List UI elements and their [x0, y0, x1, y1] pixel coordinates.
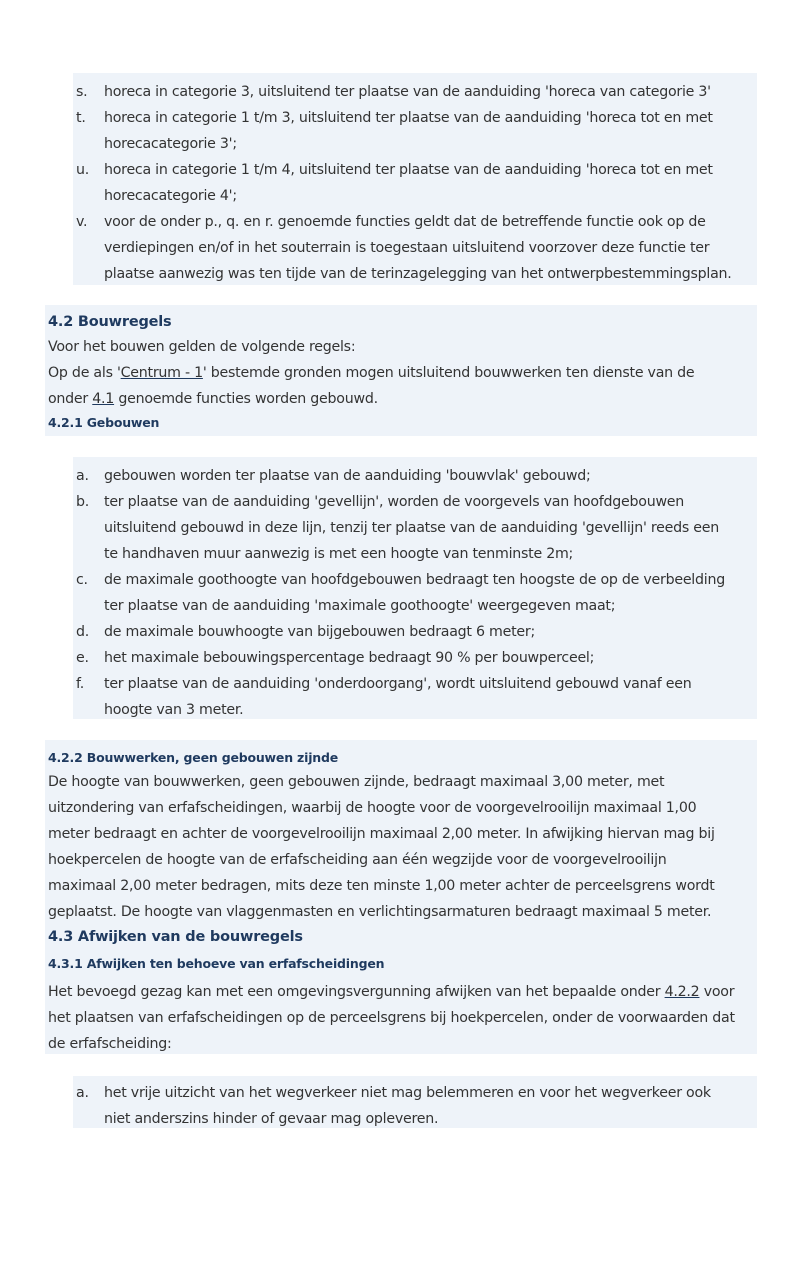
list-item-text: hoogte van 3 meter. [104, 702, 244, 718]
list-item-text: ter plaatse van de aanduiding 'maximale goothoogte' weergegeven maat; [104, 598, 616, 614]
paragraph-line [48, 979, 757, 1005]
list-item-text: het maximale bebouwingspercentage bedraagt 90 % per bouwperceel; [104, 650, 595, 666]
list-item-f [73, 671, 757, 723]
list-item-text: het vrije uitzicht van het wegverkeer niet mag belemmeren en voor het wegverkeer ook [104, 1085, 711, 1101]
list-item-text: verdiepingen en/of in het souterrain is toegestaan uitsluitend voorzover deze functie ter [104, 240, 710, 256]
list-item-text: te handhaven muur aanwezig is met een hoogte van tenminste 2m; [104, 546, 574, 562]
link-centrum-1[interactable]: Centrum - 1 [120, 365, 203, 381]
list-marker: b. [76, 494, 90, 510]
list-item-text: voor de onder p., q. en r. genoemde functies geldt dat de betreffende functie ook op de [104, 214, 706, 230]
list-item-text: ter plaatse van de aanduiding 'gevellijn', worden de voorgevels van hoofdgebouwen [104, 494, 685, 510]
list-item-u [73, 157, 757, 209]
text: Op de als ' [48, 365, 121, 381]
list-s-v [73, 73, 757, 285]
text: genoemde functies worden gebouwd. [114, 391, 378, 407]
paragraph-line: het plaatsen van erfafscheidingen op de perceelsgrens bij hoekpercelen, onder de voorwaarden dat [48, 1010, 735, 1026]
section-heading: 4.2 Bouwregels [48, 314, 172, 330]
list-item-text: horeca in categorie 3, uitsluitend ter plaatse van de aanduiding 'horeca van categorie 3' [104, 84, 711, 100]
paragraph-line: de erfafscheiding: [48, 1036, 172, 1052]
link-4-1[interactable]: 4.1 [92, 391, 115, 407]
list-a-f [73, 457, 757, 719]
list-item-text: ter plaatse van de aanduiding 'onderdoorgang', wordt uitsluitend gebouwd vanaf een [104, 676, 692, 692]
list-marker: u. [76, 162, 90, 178]
list-marker: a. [76, 468, 89, 484]
list-marker: v. [76, 214, 88, 230]
paragraph-line: meter bedraagt en achter de voorgevelrooilijn maximaal 2,00 meter. In afwijking hiervan mag bij [48, 826, 715, 842]
list-item-s [73, 79, 757, 105]
section-heading: 4.3 Afwijken van de bouwregels [48, 929, 303, 945]
paragraph-line: hoekpercelen de hoogte van de erfafscheiding aan één wegzijde voor de voorgevelrooilijn [48, 852, 667, 868]
list-item-text: niet anderszins hinder of gevaar mag opleveren. [104, 1111, 439, 1127]
paragraph-line: uitzondering van erfafscheidingen, waarbij de hoogte voor de voorgevelrooilijn maximaal 1,00 [48, 800, 697, 816]
list-item-a [73, 1080, 757, 1132]
section-paragraph-line [48, 386, 757, 412]
list-item-text: gebouwen worden ter plaatse van de aanduiding 'bouwvlak' gebouwd; [104, 468, 591, 484]
list-item-d [73, 619, 757, 645]
list-item-text: horecacategorie 4'; [104, 188, 237, 204]
text: ' bestemde gronden mogen uitsluitend bouwwerken ten dienste van de [202, 365, 695, 381]
subsection-heading: 4.3.1 Afwijken ten behoeve van erfafscheidingen [48, 956, 385, 971]
paragraph-line: De hoogte van bouwwerken, geen gebouwen zijnde, bedraagt maximaal 3,00 meter, met [48, 774, 665, 790]
list-marker: d. [76, 624, 90, 640]
paragraph-line: maximaal 2,00 meter bedragen, mits deze ten minste 1,00 meter achter de perceelsgrens wordt [48, 878, 715, 894]
list-item-text: de maximale goothoogte van hoofdgebouwen bedraagt ten hoogste de op de verbeelding [104, 572, 725, 588]
link-4-2-2[interactable]: 4.2.2 [664, 984, 700, 1000]
list-marker: s. [76, 84, 88, 100]
list-marker: t. [76, 110, 86, 126]
list-item-v [73, 209, 757, 287]
section-intro: Voor het bouwen gelden de volgende regels: [48, 339, 356, 355]
list-item-e [73, 645, 757, 671]
list-item-c [73, 567, 757, 619]
subsection-heading: 4.2.2 Bouwwerken, geen gebouwen zijnde [48, 750, 339, 765]
section-paragraph-line [48, 360, 757, 386]
list-item-text: uitsluitend gebouwd in deze lijn, tenzij ter plaatse van de aanduiding 'gevellijn' reeds een [104, 520, 719, 536]
list-item-text: horeca in categorie 1 t/m 3, uitsluitend ter plaatse van de aanduiding 'horeca tot en met [104, 110, 713, 126]
list-marker: f. [76, 676, 84, 692]
text: Het bevoegd gezag kan met een omgevingsvergunning afwijken van het bepaalde onder [48, 984, 665, 1000]
text: voor [699, 984, 735, 1000]
list-item-t [73, 105, 757, 157]
list-item-a [73, 463, 757, 489]
section-4-2 [45, 305, 757, 436]
text: onder [48, 391, 93, 407]
list-item-text: de maximale bouwhoogte van bijgebouwen bedraagt 6 meter; [104, 624, 535, 640]
list-item-text: horecacategorie 3'; [104, 136, 237, 152]
section-4-2-2-and-4-3 [45, 740, 757, 1054]
list-item-text: plaatse aanwezig was ten tijde van de terinzagelegging van het ontwerpbestemmingsplan. [104, 266, 732, 282]
paragraph-line: geplaatst. De hoogte van vlaggenmasten en verlichtingsarmaturen bedraagt maximaal 5 meter. [48, 904, 712, 920]
list-marker: c. [76, 572, 88, 588]
list-4-3-1 [73, 1076, 757, 1128]
list-item-text: horeca in categorie 1 t/m 4, uitsluitend ter plaatse van de aanduiding 'horeca tot en met [104, 162, 713, 178]
subsection-heading: 4.2.1 Gebouwen [48, 415, 160, 430]
list-marker: a. [76, 1085, 89, 1101]
list-marker: e. [76, 650, 89, 666]
list-item-b [73, 489, 757, 567]
